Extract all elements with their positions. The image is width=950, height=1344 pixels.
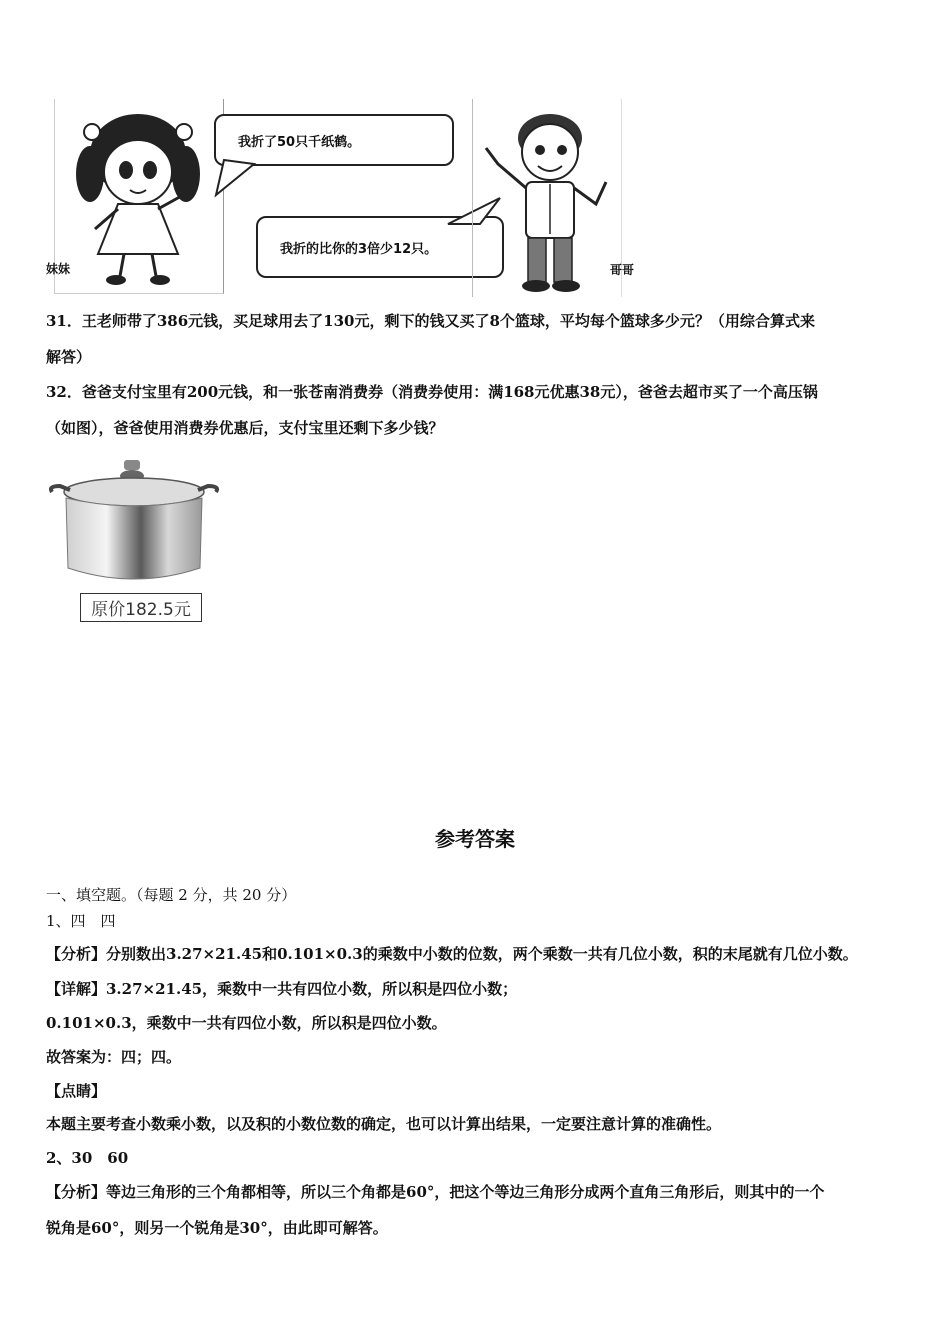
answer-1-detail: 【详解】3.27×21.45，乘数中一共有四位小数，所以积是四位小数； [46, 980, 518, 998]
answer-1-comment: 本题主要考查小数乘小数，以及积的小数位数的确定，也可以计算出结果，一定要注意计算的准确性。 [46, 1115, 722, 1133]
girl-speech-text: 我折了50只千纸鹤。 [238, 134, 361, 150]
question-32-line2: （如图），爸爸使用消费券优惠后，支付宝里还剩下多少钱？ [46, 419, 444, 437]
girl-illustration [60, 104, 220, 290]
answer-1-analysis: 【分析】分别数出3.27×21.45和0.101×0.3的乘数中小数的位数，两个乘数一共有几位小数，积的末尾就有几位小数。 [46, 945, 858, 963]
answer-1-title: 1、四 四 [46, 912, 116, 930]
boy-speech-text: 我折的比你的3倍少12只。 [280, 241, 438, 257]
question-32-line1: 32．爸爸支付宝里有200元钱，和一张苍南消费券（消费券使用：满168元优惠38元），爸爸去超市买了一个高压锅 [46, 383, 818, 401]
pressure-cooker-image [48, 456, 220, 590]
pot-price-label: 原价182.5元 [80, 593, 202, 622]
answer-2-analysis-line2: 锐角是60°，则另一个锐角是30°，由此即可解答。 [46, 1219, 388, 1237]
boy-label: 哥哥 [610, 263, 635, 277]
answer-2-title: 2、30 60 [46, 1149, 129, 1167]
answers-heading: 参考答案 [435, 827, 515, 851]
answer-1-detail-2: 0.101×0.3，乘数中一共有四位小数，所以积是四位小数。 [46, 1014, 447, 1032]
answer-1-comment-label: 【点睛】 [46, 1082, 107, 1100]
question-31-line1: 31．王老师带了386元钱，买足球用去了130元，剩下的钱又买了8个篮球，平均每个篮球多少元？（用综合算式来 [46, 312, 815, 330]
answer-2-analysis-line1: 【分析】等边三角形的三个角都相等，所以三个角都是60°，把这个等边三角形分成两个直角三角形后，则其中的一个 [46, 1183, 825, 1201]
girl-label: 妹妹 [46, 262, 71, 276]
question-31-line2: 解答） [46, 348, 92, 366]
section-1-title: 一、填空题。（每题 2 分，共 20 分） [46, 886, 297, 904]
answer-1-final: 故答案为：四；四。 [46, 1048, 182, 1066]
boy-illustration [478, 104, 618, 296]
girl-bubble-tail [214, 150, 274, 200]
